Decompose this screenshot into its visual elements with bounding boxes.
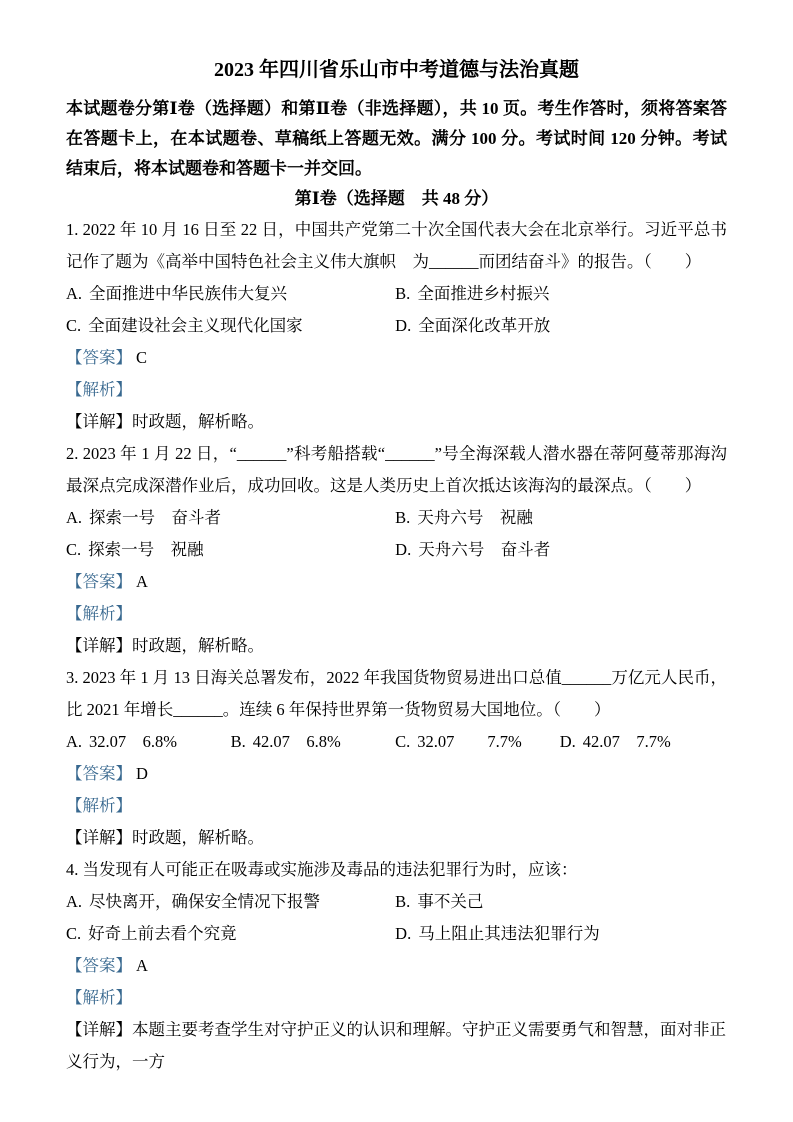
option-d xyxy=(395,918,600,950)
answer-value: A xyxy=(136,572,148,591)
options-row xyxy=(66,534,727,566)
exam-notice: 本试题卷分第Ⅰ卷（选择题）和第Ⅱ卷（非选择题），共 10 页。考生作答时，须将答案答在答题卡上，在本试题卷、草稿纸上答题无效。满分 100 分。考试时间 120 分钟。考试结束后，将本试题卷和答题卡一并交回。 xyxy=(66,99,727,178)
option-d xyxy=(395,534,550,566)
option-text: 天舟六号 奋斗者 xyxy=(418,540,551,559)
explain-label: 【详解】 xyxy=(66,636,132,655)
option-label: B. xyxy=(395,508,411,527)
explain-label: 【详解】 xyxy=(66,1020,132,1039)
option-b xyxy=(231,726,396,758)
question-block-1 xyxy=(66,214,727,438)
analysis-label: 【解析】 xyxy=(66,380,132,399)
option-label: C. xyxy=(66,924,82,943)
option-text: 事不关己 xyxy=(417,892,484,911)
option-a xyxy=(66,886,395,918)
option-c xyxy=(66,918,395,950)
explain-label: 【详解】 xyxy=(66,412,132,431)
option-text: 42.07 7.7% xyxy=(582,732,671,751)
explain-text: 时政题，解析略。 xyxy=(132,828,264,847)
answer-line xyxy=(66,342,727,374)
answer-value: C xyxy=(136,348,148,367)
option-label: A. xyxy=(66,508,83,527)
option-d xyxy=(395,310,550,342)
option-d xyxy=(560,726,671,758)
analysis-line xyxy=(66,598,727,630)
answer-label: 【答案】 xyxy=(66,764,132,783)
explain-label: 【详解】 xyxy=(66,828,132,847)
option-b xyxy=(395,502,533,534)
option-text: 全面推进乡村振兴 xyxy=(417,284,550,303)
explain-text: 本题主要考查学生对守护正义的认识和理解。守护正义需要勇气和智慧，面对非正义行为，一方 xyxy=(66,1020,726,1071)
answer-label: 【答案】 xyxy=(66,572,132,591)
option-label: D. xyxy=(395,316,412,335)
option-text: 探索一号 祝融 xyxy=(88,540,204,559)
option-c xyxy=(395,726,560,758)
option-a xyxy=(66,278,395,310)
options-row xyxy=(66,918,727,950)
explain-line xyxy=(66,630,727,662)
option-a xyxy=(66,502,395,534)
option-label: B. xyxy=(395,284,411,303)
analysis-line xyxy=(66,790,727,822)
question-stem: 3. 2023 年 1 月 13 日海关总署发布，2022 年我国货物贸易进出口总值______万亿元人民币，比 2021 年增长______。连续 6 年保持世界第一货物贸易大国地位。（ ） xyxy=(66,668,727,719)
document-title: 2023 年四川省乐山市中考道德与法治真题 xyxy=(214,59,579,81)
option-label: C. xyxy=(395,732,411,751)
option-label: D. xyxy=(395,540,412,559)
option-text: 探索一号 奋斗者 xyxy=(89,508,222,527)
answer-line xyxy=(66,566,727,598)
option-label: A. xyxy=(66,284,83,303)
option-c xyxy=(66,310,395,342)
option-b xyxy=(395,886,483,918)
analysis-line xyxy=(66,982,727,1014)
option-label: B. xyxy=(230,732,246,751)
question-block-2 xyxy=(66,438,727,662)
question-block-4 xyxy=(66,854,727,1078)
answer-label: 【答案】 xyxy=(66,348,132,367)
analysis-label: 【解析】 xyxy=(66,988,132,1007)
option-text: 天舟六号 祝融 xyxy=(417,508,533,527)
option-text: 32.07 6.8% xyxy=(89,732,178,751)
question-stem: 4. 当发现有人可能正在吸毒或实施涉及毒品的违法犯罪行为时，应该： xyxy=(66,860,578,879)
answer-line xyxy=(66,758,727,790)
option-text: 尽快离开，确保安全情况下报警 xyxy=(89,892,321,911)
answer-label: 【答案】 xyxy=(66,956,132,975)
answer-value: A xyxy=(136,956,148,975)
options-row xyxy=(66,726,727,758)
option-text: 好奇上前去看个究竟 xyxy=(88,924,237,943)
analysis-line xyxy=(66,374,727,406)
option-b xyxy=(395,278,549,310)
question-stem: 1. 2022 年 10 月 16 日至 22 日，中国共产党第二十次全国代表大会在北京举行。习近平总书记作了题为《高举中国特色社会主义伟大旗帜 为______而团结奋斗》的报告。（ ） xyxy=(66,220,727,271)
option-text: 全面建设社会主义现代化国家 xyxy=(88,316,303,335)
explain-line xyxy=(66,822,727,854)
question-block-3 xyxy=(66,662,727,854)
section-heading: 第Ⅰ卷（选择题 共 48 分） xyxy=(294,189,499,208)
option-label: C. xyxy=(66,540,82,559)
explain-text: 时政题，解析略。 xyxy=(132,412,264,431)
option-label: C. xyxy=(66,316,82,335)
option-a xyxy=(66,726,231,758)
option-label: B. xyxy=(395,892,411,911)
question-stem: 2. 2023 年 1 月 22 日，“______”科考船搭载“______”号全海深载人潜水器在蒂阿蔓蒂那海沟最深点完成深潜作业后，成功回收。这是人类历史上首次抵达该海沟的最深点。（ ） xyxy=(66,444,727,495)
answer-value: D xyxy=(136,764,148,783)
options-row xyxy=(66,278,727,310)
explain-line xyxy=(66,1014,727,1078)
option-text: 42.07 6.8% xyxy=(252,732,341,751)
option-label: A. xyxy=(66,732,83,751)
analysis-label: 【解析】 xyxy=(66,604,132,623)
explain-text: 时政题，解析略。 xyxy=(132,636,264,655)
option-text: 全面深化改革开放 xyxy=(418,316,551,335)
option-text: 全面推进中华民族伟大复兴 xyxy=(89,284,288,303)
option-label: D. xyxy=(559,732,576,751)
answer-line xyxy=(66,950,727,982)
option-label: D. xyxy=(395,924,412,943)
option-label: A. xyxy=(66,892,83,911)
options-row xyxy=(66,886,727,918)
options-row xyxy=(66,310,727,342)
options-row xyxy=(66,502,727,534)
option-c xyxy=(66,534,395,566)
option-text: 马上阻止其违法犯罪行为 xyxy=(418,924,600,943)
option-text: 32.07 7.7% xyxy=(417,732,522,751)
analysis-label: 【解析】 xyxy=(66,796,132,815)
explain-line xyxy=(66,406,727,438)
